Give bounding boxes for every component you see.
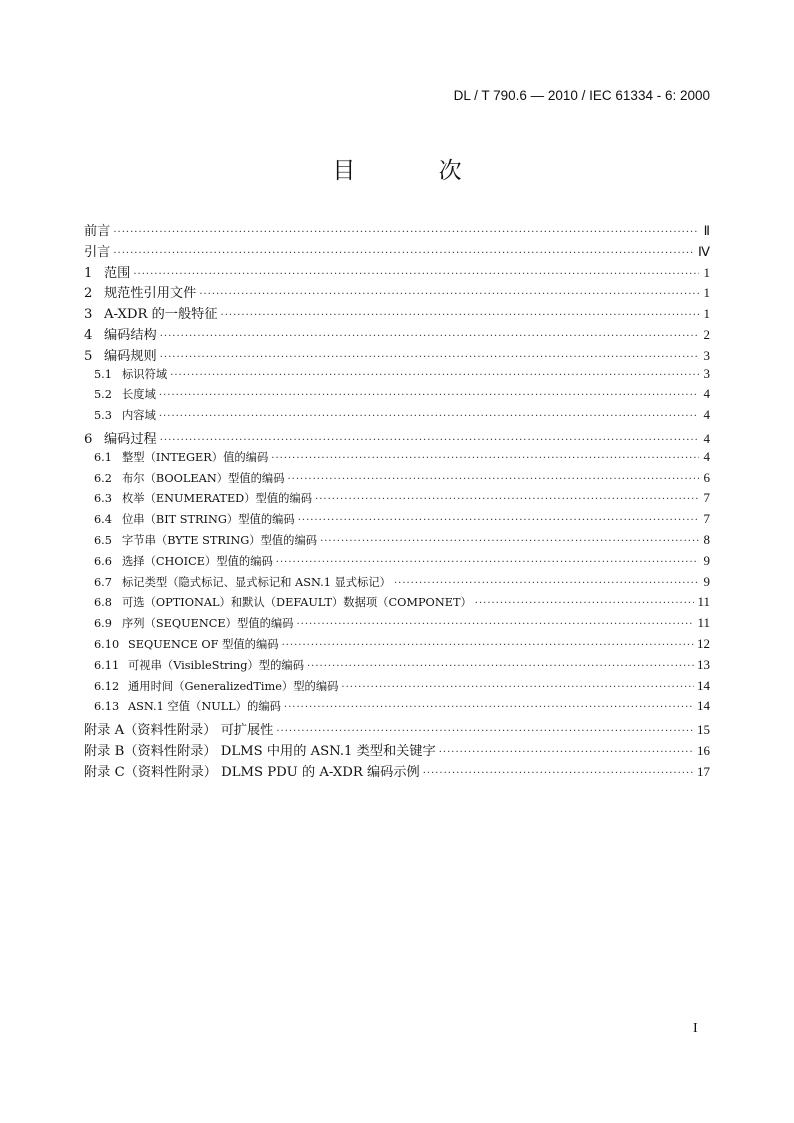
toc-entry-number: 4 [84, 327, 93, 343]
toc-entry-number: 5 [84, 348, 93, 364]
toc-entry-page: 11 [697, 615, 710, 631]
toc-leader-dots [199, 289, 699, 300]
toc-entry-page: 7 [703, 511, 710, 527]
toc-entry-page: 17 [697, 763, 710, 779]
toc-entry-page: 11 [697, 594, 710, 610]
toc-leader-dots [160, 352, 699, 363]
toc-entry-number: 6.2 [94, 471, 112, 485]
toc-entry-page: 14 [697, 698, 710, 714]
toc-entry[interactable] [84, 678, 710, 699]
toc-entry-page: 12 [697, 635, 710, 651]
toc-entry-title: 整型（INTEGER）值的编码 [122, 450, 269, 464]
toc-entry-title: 位串（BIT STRING）型值的编码 [122, 513, 295, 527]
toc-entry[interactable] [84, 698, 710, 719]
toc-entry-number: 5.2 [94, 388, 112, 402]
toc-entry[interactable] [84, 553, 710, 574]
toc-leader-dots [320, 536, 699, 547]
toc-entry-page: 9 [703, 573, 710, 589]
toc-entry[interactable] [84, 740, 710, 761]
toc-entry-page: 3 [703, 347, 710, 363]
toc-entry[interactable] [84, 324, 710, 345]
toc-entry-title: ASN.1 空值（NULL）的编码 [128, 700, 281, 714]
toc-entry-page: 4 [703, 386, 710, 402]
table-of-contents [84, 220, 710, 782]
toc-leader-dots [221, 310, 699, 321]
toc-leader-dots [170, 370, 699, 381]
toc-entry-title: 附录 B（资料性附录） DLMS 中用的 ASN.1 类型和关键字 [84, 743, 436, 759]
toc-entry[interactable] [84, 761, 710, 782]
toc-leader-dots [159, 411, 699, 422]
toc-entry[interactable] [84, 282, 710, 303]
toc-entry[interactable] [84, 470, 710, 491]
toc-entry[interactable] [84, 657, 710, 678]
toc-entry-number: 3 [84, 307, 93, 323]
toc-entry-title: 引言 [84, 244, 111, 260]
toc-leader-dots [159, 390, 699, 401]
toc-entry-page: 4 [703, 430, 710, 446]
toc-entry-title: 附录 A（资料性附录） 可扩展性 [84, 723, 274, 739]
toc-entry-page: 4 [703, 407, 710, 423]
toc-entry[interactable] [84, 220, 710, 241]
toc-entry[interactable] [84, 594, 710, 615]
toc-entry-title: 编码结构 [104, 327, 157, 343]
toc-entry-title: 标记类型（隐式标记、显式标记和 ASN.1 显式标记） [122, 575, 391, 589]
toc-entry-title: 序列（SEQUENCE）型值的编码 [122, 617, 294, 631]
toc-entry-page: 1 [703, 306, 710, 322]
toc-leader-dots [296, 619, 694, 630]
toc-leader-dots [160, 331, 699, 342]
toc-entry-page: 14 [697, 677, 710, 693]
toc-entry-title: 可选（OPTIONAL）和默认（DEFAULT）数据项（COMPONET） [122, 596, 472, 610]
toc-entry-title: 编码过程 [104, 431, 157, 447]
toc-entry[interactable] [84, 532, 710, 553]
toc-entry-page: 1 [703, 264, 710, 280]
toc-entry[interactable] [84, 386, 710, 407]
toc-leader-dots [288, 474, 700, 485]
toc-entry[interactable] [84, 241, 710, 262]
toc-entry-title: 范围 [104, 265, 131, 281]
toc-entry[interactable] [84, 428, 710, 449]
toc-entry-number: 6.1 [94, 450, 112, 464]
toc-entry-page: 3 [703, 365, 710, 381]
toc-entry-title: 前言 [84, 224, 111, 239]
toc-entry-title: SEQUENCE OF 型值的编码 [128, 637, 279, 651]
toc-entry[interactable] [84, 407, 710, 428]
toc-leader-dots [284, 702, 694, 713]
toc-entry[interactable] [84, 490, 710, 511]
toc-leader-dots [307, 661, 694, 672]
toc-leader-dots [113, 248, 695, 259]
toc-entry-page: 6 [703, 469, 710, 485]
toc-entry[interactable] [84, 719, 710, 740]
toc-entry-number: 6.8 [94, 596, 112, 610]
toc-entry-title: 可视串（VisibleString）型的编码 [128, 658, 304, 672]
toc-leader-dots [271, 453, 699, 464]
toc-entry-title: 附录 C（资料性附录） DLMS PDU 的 A-XDR 编码示例 [84, 764, 420, 780]
toc-entry[interactable] [84, 574, 710, 595]
toc-entry-number: 6.6 [94, 554, 112, 568]
toc-leader-dots [394, 578, 699, 589]
toc-entry-number: 5.1 [94, 367, 112, 381]
toc-entry[interactable] [84, 511, 710, 532]
toc-entry-title: 规范性引用文件 [104, 286, 197, 302]
document-standard-number: DL / T 790.6 — 2010 / IEC 61334 - 6: 2000 [453, 88, 710, 103]
toc-entry-number: 2 [84, 286, 93, 302]
toc-entry-number: 5.3 [94, 409, 112, 423]
toc-leader-dots [282, 640, 694, 651]
toc-entry-title: A-XDR 的一般特征 [104, 307, 218, 323]
toc-entry[interactable] [84, 345, 710, 366]
toc-leader-dots [341, 682, 694, 693]
page-title: 目 次 [332, 158, 500, 184]
toc-entry-page: 13 [697, 656, 710, 672]
toc-entry-number: 6.3 [94, 492, 112, 506]
toc-leader-dots [276, 726, 694, 737]
toc-entry[interactable] [84, 366, 710, 387]
toc-entry-title: 内容域 [122, 409, 156, 423]
toc-leader-dots [160, 435, 699, 446]
toc-entry-number: 6.7 [94, 575, 112, 589]
toc-entry-page: Ⅱ [703, 223, 710, 238]
toc-entry-title: 编码规则 [104, 348, 157, 364]
toc-entry-number: 6.11 [94, 658, 120, 672]
toc-entry[interactable] [84, 262, 710, 283]
toc-entry-page: 8 [703, 531, 710, 547]
toc-entry-title: 长度域 [122, 388, 156, 402]
toc-entry-number: 1 [84, 265, 93, 281]
toc-leader-dots [133, 269, 699, 280]
toc-leader-dots [276, 557, 699, 568]
toc-entry-title: 选择（CHOICE）型值的编码 [122, 554, 273, 568]
toc-entry-page: 2 [703, 326, 710, 342]
toc-entry-page: 7 [703, 490, 710, 506]
toc-entry[interactable] [84, 303, 710, 324]
toc-entry[interactable] [84, 636, 710, 657]
page-number: I [693, 1021, 698, 1036]
toc-entry-number: 6.9 [94, 617, 112, 631]
toc-entry-title: 布尔（BOOLEAN）型值的编码 [122, 471, 285, 485]
toc-entry-number: 6.12 [94, 679, 120, 693]
toc-leader-dots [439, 747, 694, 758]
toc-entry[interactable] [84, 449, 710, 470]
toc-entry-title: 标识符域 [122, 367, 168, 381]
toc-entry-page: 16 [697, 742, 710, 758]
toc-entry-page: 4 [703, 448, 710, 464]
toc-leader-dots [113, 227, 699, 238]
toc-entry-number: 6.10 [94, 637, 120, 651]
toc-entry-page: 9 [703, 552, 710, 568]
toc-entry-number: 6 [84, 431, 93, 447]
toc-entry-number: 6.13 [94, 700, 120, 714]
toc-leader-dots [423, 768, 694, 779]
toc-entry-number: 6.4 [94, 513, 112, 527]
toc-entry-title: 字节串（BYTE STRING）型值的编码 [122, 533, 318, 547]
toc-entry-number: 6.5 [94, 533, 112, 547]
toc-entry[interactable] [84, 615, 710, 636]
toc-entry-page: Ⅳ [698, 243, 710, 259]
toc-leader-dots [315, 494, 699, 505]
toc-leader-dots [298, 515, 699, 526]
toc-entry-title: 通用时间（GeneralizedTime）型的编码 [128, 679, 339, 693]
toc-entry-page: 1 [703, 285, 710, 301]
toc-entry-page: 15 [697, 722, 710, 738]
toc-leader-dots [475, 598, 695, 609]
toc-entry-title: 枚举（ENUMERATED）型值的编码 [122, 492, 313, 506]
